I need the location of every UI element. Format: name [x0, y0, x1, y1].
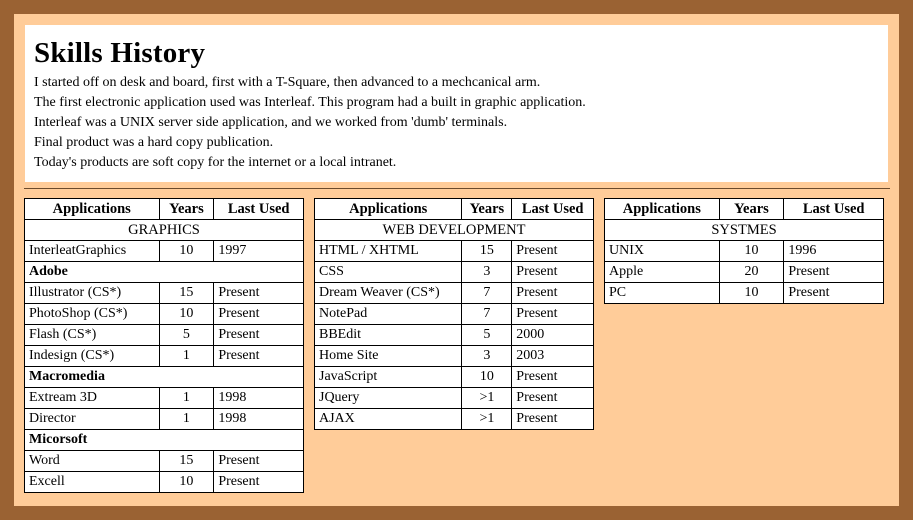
col-years: Years — [719, 199, 784, 220]
app-years: 5 — [159, 325, 214, 346]
divider — [24, 188, 890, 189]
app-name: Apple — [605, 262, 720, 283]
table-row — [315, 409, 594, 430]
app-name: JavaScript — [315, 367, 462, 388]
app-years: >1 — [462, 409, 512, 430]
intro-line: Interleaf was a UNIX server side application, and we worked from 'dumb' terminals. — [34, 115, 508, 130]
app-years: 10 — [159, 241, 214, 262]
intro-panel — [25, 25, 888, 182]
app-years: 15 — [159, 283, 214, 304]
section-title: WEB DEVELOPMENT — [315, 220, 594, 241]
table-row — [25, 388, 304, 409]
table-row — [315, 325, 594, 346]
intro-line: I started off on desk and board, first with a T-Square, then advanced to a mechcanical arm. — [34, 75, 541, 90]
intro-line: The first electronic application used was Interleaf. This program had a built in graphic application. — [34, 95, 586, 110]
app-last-used: Present — [512, 304, 594, 325]
app-years: 10 — [159, 472, 214, 493]
page-frame — [14, 14, 899, 506]
app-last-used: 1997 — [214, 241, 304, 262]
app-name: PhotoShop (CS*) — [25, 304, 160, 325]
table-row — [315, 346, 594, 367]
app-years: 10 — [719, 283, 784, 304]
app-last-used: 1998 — [214, 388, 304, 409]
table-row — [605, 283, 884, 304]
app-name: Excell — [25, 472, 160, 493]
table-row — [605, 262, 884, 283]
group-title: Adobe — [25, 262, 304, 283]
app-last-used: 2000 — [512, 325, 594, 346]
app-years: 1 — [159, 388, 214, 409]
table-row — [315, 262, 594, 283]
table-header-row — [605, 199, 884, 220]
app-name: CSS — [315, 262, 462, 283]
table-row — [25, 325, 304, 346]
app-name: Dream Weaver (CS*) — [315, 283, 462, 304]
intro-line: Today's products are soft copy for the internet or a local intranet. — [34, 155, 397, 170]
app-name: UNIX — [605, 241, 720, 262]
app-name: JQuery — [315, 388, 462, 409]
section-title: SYSTMES — [605, 220, 884, 241]
table-row — [25, 241, 304, 262]
app-years: 15 — [159, 451, 214, 472]
app-last-used: Present — [214, 451, 304, 472]
app-years: 5 — [462, 325, 512, 346]
app-name: Illustrator (CS*) — [25, 283, 160, 304]
col-years: Years — [159, 199, 214, 220]
table-row — [315, 388, 594, 409]
col-applications: Applications — [315, 199, 462, 220]
table-row — [605, 241, 884, 262]
app-last-used: Present — [512, 241, 594, 262]
app-years: 1 — [159, 346, 214, 367]
app-years: 15 — [462, 241, 512, 262]
app-years: >1 — [462, 388, 512, 409]
table-row — [315, 304, 594, 325]
app-last-used: 2003 — [512, 346, 594, 367]
group-title: Micorsoft — [25, 430, 304, 451]
graphics-table — [24, 198, 304, 493]
systems-table — [604, 198, 884, 304]
app-years: 3 — [462, 346, 512, 367]
web-development-table — [314, 198, 594, 430]
table-header-row — [315, 199, 594, 220]
col-applications: Applications — [605, 199, 720, 220]
app-last-used: Present — [512, 283, 594, 304]
app-name: Flash (CS*) — [25, 325, 160, 346]
table-row — [25, 472, 304, 493]
app-name: BBEdit — [315, 325, 462, 346]
table-row — [25, 451, 304, 472]
app-last-used: 1998 — [214, 409, 304, 430]
app-name: Extream 3D — [25, 388, 160, 409]
app-last-used: Present — [214, 304, 304, 325]
app-name: NotePad — [315, 304, 462, 325]
intro-line: Final product was a hard copy publication. — [34, 135, 274, 150]
table-row — [315, 283, 594, 304]
app-last-used: Present — [214, 325, 304, 346]
table-row — [25, 409, 304, 430]
app-years: 7 — [462, 283, 512, 304]
app-name: PC — [605, 283, 720, 304]
col-last-used: Last Used — [214, 199, 304, 220]
page-title: Skills History — [34, 37, 206, 69]
app-years: 3 — [462, 262, 512, 283]
table-row — [25, 346, 304, 367]
app-last-used: Present — [784, 283, 884, 304]
app-last-used: Present — [214, 283, 304, 304]
col-last-used: Last Used — [784, 199, 884, 220]
app-last-used: Present — [512, 367, 594, 388]
app-years: 10 — [159, 304, 214, 325]
app-name: Indesign (CS*) — [25, 346, 160, 367]
app-last-used: 1996 — [784, 241, 884, 262]
app-name: Director — [25, 409, 160, 430]
app-last-used: Present — [784, 262, 884, 283]
app-years: 20 — [719, 262, 784, 283]
app-name: InterleatGraphics — [25, 241, 160, 262]
col-last-used: Last Used — [512, 199, 594, 220]
app-last-used: Present — [512, 409, 594, 430]
table-row — [25, 283, 304, 304]
app-last-used: Present — [214, 472, 304, 493]
app-last-used: Present — [512, 262, 594, 283]
table-header-row — [25, 199, 304, 220]
col-years: Years — [462, 199, 512, 220]
intro-text — [34, 73, 586, 173]
section-title: GRAPHICS — [25, 220, 304, 241]
app-last-used: Present — [214, 346, 304, 367]
app-years: 7 — [462, 304, 512, 325]
table-row — [315, 241, 594, 262]
group-title: Macromedia — [25, 367, 304, 388]
app-years: 10 — [719, 241, 784, 262]
app-name: HTML / XHTML — [315, 241, 462, 262]
app-name: Home Site — [315, 346, 462, 367]
app-name: AJAX — [315, 409, 462, 430]
app-name: Word — [25, 451, 160, 472]
table-row — [315, 367, 594, 388]
app-years: 1 — [159, 409, 214, 430]
table-row — [25, 304, 304, 325]
app-last-used: Present — [512, 388, 594, 409]
col-applications: Applications — [25, 199, 160, 220]
app-years: 10 — [462, 367, 512, 388]
